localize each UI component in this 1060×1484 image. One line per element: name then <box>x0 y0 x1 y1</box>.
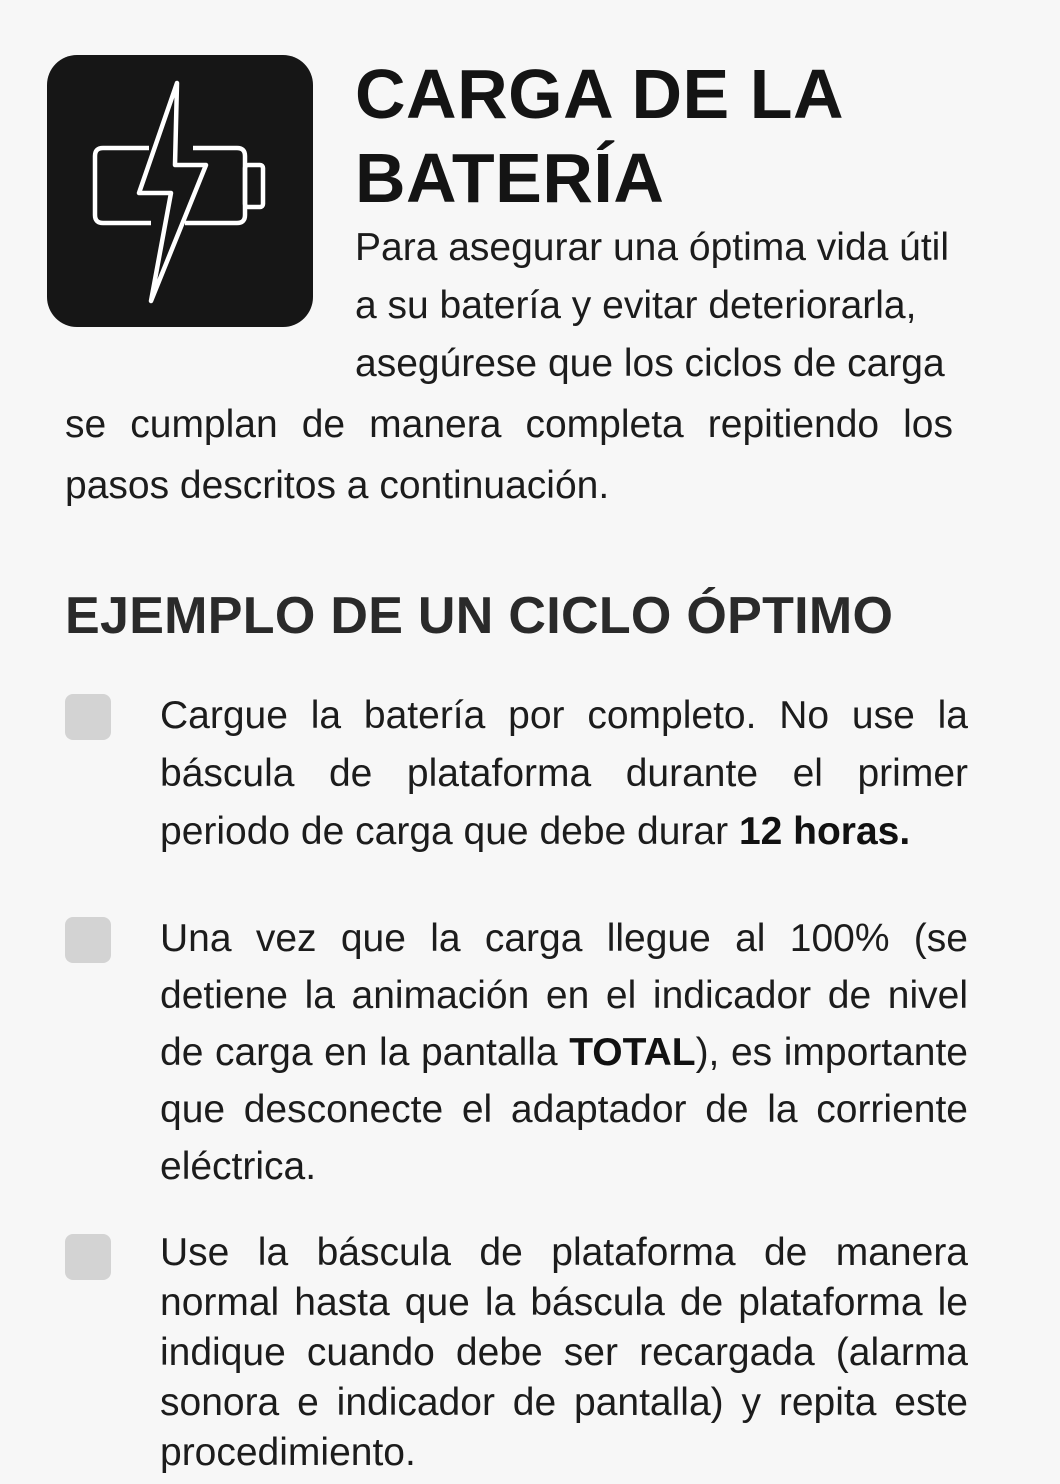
step-2-text-before: Una vez que la carga llegue al 100% (se detiene la animación en el indicador de nivel de carga en la pantalla <box>160 917 968 1074</box>
title-line-1: CARGA DE LA <box>355 55 845 133</box>
intro-line-1: Para asegurar una óptima vida útil <box>355 226 950 269</box>
title-line-2: BATERÍA <box>355 139 665 217</box>
intro-line-4: se cumplan de manera completa repitiendo los <box>65 403 953 446</box>
step-2-bold: TOTAL <box>569 1031 696 1074</box>
intro-line-2: a su batería y evitar deteriorarla, <box>355 284 917 327</box>
step-1-checkbox[interactable] <box>65 694 111 740</box>
step-2-text-after: ), es importante que desconecte el adaptador de la corriente eléctrica. <box>160 1031 968 1188</box>
step-1-bold: 12 horas. <box>738 810 911 853</box>
step-3-text <box>160 1228 968 1478</box>
intro-line-3: asegúrese que los ciclos de carga <box>355 342 945 385</box>
page-title <box>355 52 844 220</box>
intro-line-5: pasos descritos a continuación. <box>65 464 610 507</box>
section-title: EJEMPLO DE UN CICLO ÓPTIMO <box>65 587 894 645</box>
step-1-text <box>160 687 968 861</box>
step-3-checkbox[interactable] <box>65 1234 111 1280</box>
battery-charging-icon <box>47 55 313 327</box>
step-1-text-before: Cargue la batería por completo. No use la báscula de plataforma durante el primer periodo de carga que debe durar <box>160 694 968 853</box>
step-2-checkbox[interactable] <box>65 917 111 963</box>
step-2-text <box>160 910 968 1195</box>
step-3-text-before: Use la báscula de plataforma de manera normal hasta que la báscula de plataforma le indique cuando debe ser recargada (alarma sonora e indicador de pantalla) y repita este procedimiento. <box>160 1231 968 1474</box>
